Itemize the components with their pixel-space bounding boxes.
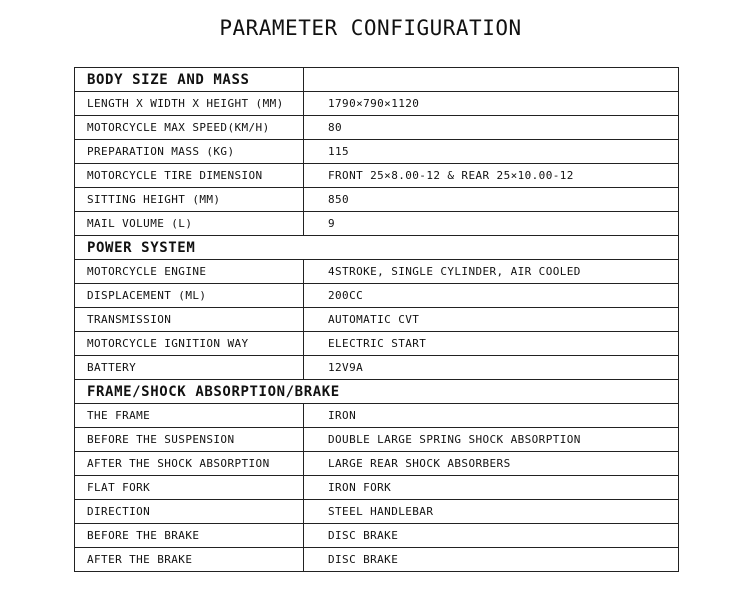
row-value: 12V9A [304, 356, 679, 380]
row-value: FRONT 25×8.00-12 & REAR 25×10.00-12 [304, 164, 679, 188]
row-label: BEFORE THE BRAKE [75, 524, 304, 548]
table-row [75, 428, 679, 452]
row-value: 4STROKE, SINGLE CYLINDER, AIR COOLED [304, 260, 679, 284]
row-label: BATTERY [75, 356, 304, 380]
table-row [75, 332, 679, 356]
table-row [75, 284, 679, 308]
row-label: DISPLACEMENT (ML) [75, 284, 304, 308]
row-label: MAIL VOLUME (L) [75, 212, 304, 236]
table-row [75, 140, 679, 164]
section-heading-power-system: POWER SYSTEM [75, 236, 679, 260]
row-label: AFTER THE BRAKE [75, 548, 304, 572]
row-label: TRANSMISSION [75, 308, 304, 332]
section-heading-frame-shock-brake: FRAME/SHOCK ABSORPTION/BRAKE [75, 380, 679, 404]
row-label: THE FRAME [75, 404, 304, 428]
row-value: 115 [304, 140, 679, 164]
section-header-row [75, 236, 679, 260]
row-label: MOTORCYCLE IGNITION WAY [75, 332, 304, 356]
table-row [75, 404, 679, 428]
table-row [75, 212, 679, 236]
row-label: LENGTH X WIDTH X HEIGHT (MM) [75, 92, 304, 116]
table-row [75, 500, 679, 524]
row-value: LARGE REAR SHOCK ABSORBERS [304, 452, 679, 476]
row-value: STEEL HANDLEBAR [304, 500, 679, 524]
row-label: MOTORCYCLE MAX SPEED(KM/H) [75, 116, 304, 140]
row-value: 850 [304, 188, 679, 212]
table-row [75, 308, 679, 332]
row-label: BEFORE THE SUSPENSION [75, 428, 304, 452]
page-title: PARAMETER CONFIGURATION [219, 16, 522, 40]
row-label: AFTER THE SHOCK ABSORPTION [75, 452, 304, 476]
section-heading-empty-cell [304, 68, 679, 92]
table-row [75, 452, 679, 476]
row-value: 80 [304, 116, 679, 140]
row-label: MOTORCYCLE ENGINE [75, 260, 304, 284]
table-row [75, 548, 679, 572]
table-row [75, 164, 679, 188]
row-value: AUTOMATIC CVT [304, 308, 679, 332]
row-label: FLAT FORK [75, 476, 304, 500]
row-value: IRON FORK [304, 476, 679, 500]
row-label: MOTORCYCLE TIRE DIMENSION [75, 164, 304, 188]
row-value: DOUBLE LARGE SPRING SHOCK ABSORPTION [304, 428, 679, 452]
row-label: SITTING HEIGHT (MM) [75, 188, 304, 212]
table-row [75, 260, 679, 284]
table-row [75, 476, 679, 500]
section-heading-body-size: BODY SIZE AND MASS [75, 68, 304, 92]
table-row [75, 188, 679, 212]
row-value: ELECTRIC START [304, 332, 679, 356]
section-header-row [75, 68, 679, 92]
table-row [75, 356, 679, 380]
section-header-row [75, 380, 679, 404]
row-label: PREPARATION MASS (KG) [75, 140, 304, 164]
row-label: DIRECTION [75, 500, 304, 524]
row-value: 9 [304, 212, 679, 236]
row-value: IRON [304, 404, 679, 428]
row-value: DISC BRAKE [304, 548, 679, 572]
row-value: 1790×790×1120 [304, 92, 679, 116]
row-value: DISC BRAKE [304, 524, 679, 548]
table-row [75, 524, 679, 548]
table-row [75, 92, 679, 116]
table-row [75, 116, 679, 140]
parameter-table [74, 67, 679, 572]
row-value: 200CC [304, 284, 679, 308]
